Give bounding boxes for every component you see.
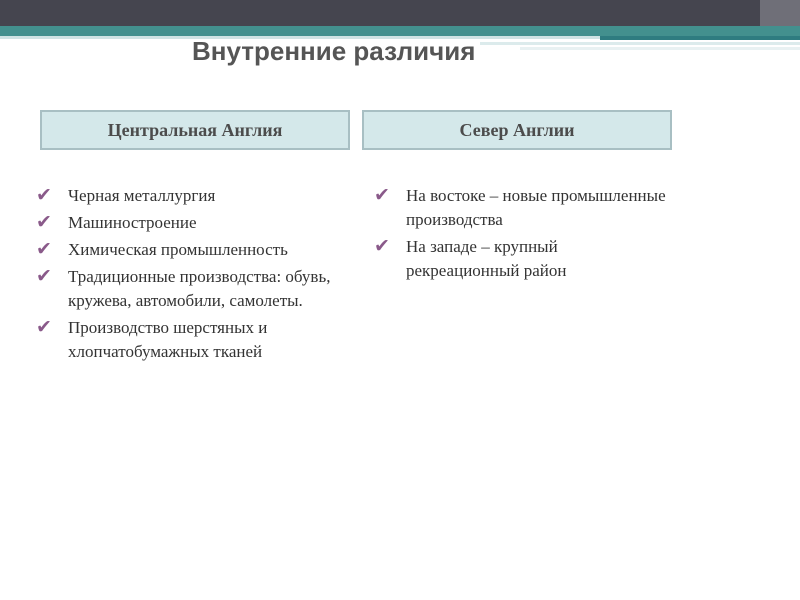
checkmark-icon: ✔ [36, 212, 52, 233]
list-item [36, 211, 336, 235]
checkmark-icon: ✔ [374, 236, 390, 257]
list-item [36, 238, 336, 262]
slide-title: Внутренние различия [192, 36, 476, 66]
accent-stripe-dark [600, 36, 800, 40]
list-item-text: На востоке – новые промышленные производства [406, 186, 666, 229]
list-item-text: Традиционные производства: обувь, кружева, автомобили, самолеты. [68, 267, 331, 310]
list-item-text: Машиностроение [68, 213, 197, 232]
column-header-label: Центральная Англия [107, 119, 283, 140]
column-header-label: Север Англии [459, 119, 575, 140]
list-item-text: На западе – крупный рекреационный район [406, 237, 567, 280]
accent-stripe [0, 26, 800, 36]
checkmark-icon: ✔ [36, 266, 52, 287]
top-bar [0, 0, 800, 26]
list-item-text: Черная металлургия [68, 186, 216, 205]
column-header-north-england [362, 110, 672, 150]
checkmark-icon: ✔ [374, 185, 390, 206]
list-item-text: Производство шерстяных и хлопчатобумажных тканей [68, 318, 268, 361]
list-item-text: Химическая промышленность [68, 240, 288, 259]
list-item [36, 316, 336, 364]
top-bar-corner [760, 0, 800, 26]
checkmark-icon: ✔ [36, 185, 52, 206]
north-england-list [374, 184, 674, 286]
accent-stripe-light-3 [520, 47, 800, 50]
central-england-list [36, 184, 336, 367]
checkmark-icon: ✔ [36, 317, 52, 338]
accent-stripe-light-2 [480, 42, 800, 45]
column-header-central-england [40, 110, 350, 150]
list-item [36, 265, 336, 313]
list-item [374, 235, 674, 283]
list-item [36, 184, 336, 208]
list-item [374, 184, 674, 232]
checkmark-icon: ✔ [36, 239, 52, 260]
